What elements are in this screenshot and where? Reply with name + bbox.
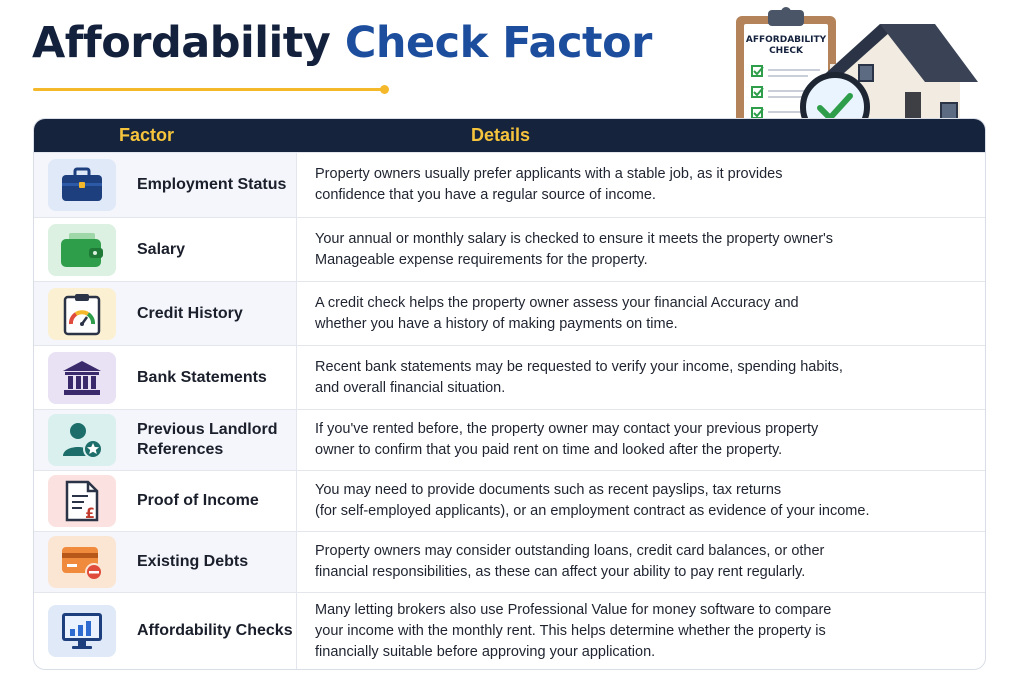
factor-name: Employment Status <box>137 176 287 193</box>
detail-cell <box>297 346 985 409</box>
detail-cell <box>297 410 985 470</box>
factor-cell <box>34 346 297 409</box>
monitor-chart-icon <box>48 605 116 657</box>
detail-line: A credit check helps the property owner assess your financial Accuracy and <box>315 294 799 311</box>
detail-cell <box>297 471 985 531</box>
factor-name: Salary <box>137 240 186 258</box>
factor-cell <box>34 593 297 669</box>
detail-line: You may need to provide documents such as recent payslips, tax returns <box>315 482 782 498</box>
title-part-1: Affordability <box>32 18 331 68</box>
detail-line: financial responsibilities, as these can affect your ability to pay rent regularly. <box>315 564 806 580</box>
detail-line: Your annual or monthly salary is checked to ensure it meets the property owner's <box>315 230 834 247</box>
factor-cell <box>34 282 297 345</box>
header-factor: Factor <box>119 125 175 145</box>
table-row <box>34 152 985 217</box>
factor-cell <box>34 471 297 531</box>
detail-line: confidence that you have a regular source of income. <box>315 187 656 203</box>
wallet-icon <box>48 224 116 276</box>
table-row <box>34 531 985 592</box>
factor-name <box>137 420 277 460</box>
factor-cell <box>34 153 297 217</box>
table-row <box>34 281 985 345</box>
detail-cell <box>297 153 985 217</box>
clipboard-label-1: AFFORDABILITY <box>745 35 827 45</box>
detail-line: and overall financial situation. <box>315 379 506 396</box>
header-details: Details <box>471 125 531 145</box>
detail-line: Property owners may consider outstanding loans, credit card balances, or other <box>315 543 825 559</box>
document-pound-icon <box>48 475 116 527</box>
title-underline <box>33 88 383 91</box>
factor-name: Credit History <box>137 304 243 322</box>
table-header <box>34 119 985 152</box>
detail-line: (for self-employed applicants), or an employment contract as evidence of your income. <box>315 503 870 519</box>
factor-cell <box>34 532 297 592</box>
table-row <box>34 217 985 281</box>
clipboard-label-2: CHECK <box>769 46 803 56</box>
title-underline-dot <box>380 85 389 94</box>
detail-line: your income with the monthly rent. This helps determine whether the property is <box>315 622 826 639</box>
svg-text:£: £ <box>85 506 95 522</box>
affordability-table <box>33 118 986 670</box>
credit-card-minus-icon <box>48 536 116 588</box>
detail-cell <box>297 593 985 669</box>
detail-line: Property owners usually prefer applicants with a stable job, as it provides <box>315 166 783 182</box>
detail-line: Recent bank statements may be requested to verify your income, spending habits, <box>315 358 843 375</box>
user-star-icon <box>48 414 116 466</box>
detail-line: financially suitable before approving your application. <box>315 643 656 660</box>
factor-cell <box>34 218 297 281</box>
table-row <box>34 345 985 409</box>
table-row <box>34 470 985 531</box>
table-row <box>34 409 985 470</box>
factor-name: Existing Debts <box>137 553 249 570</box>
title-part-2: Check Factor <box>344 18 652 68</box>
factor-cell <box>34 410 297 470</box>
detail-line: owner to confirm that you paid rent on time and looked after the property. <box>315 442 783 458</box>
factor-name: Proof of Income <box>137 492 259 509</box>
briefcase-icon <box>48 159 116 211</box>
detail-line: Many letting brokers also use Professional Value for money software to compare <box>315 601 832 618</box>
factor-name-line: References <box>137 441 224 458</box>
detail-line: If you've rented before, the property owner may contact your previous property <box>315 421 819 437</box>
credit-gauge-icon <box>48 288 116 340</box>
detail-cell <box>297 218 985 281</box>
table-row <box>34 592 985 669</box>
bank-icon <box>48 352 116 404</box>
factor-name: Affordability Checks <box>137 622 293 639</box>
detail-line: whether you have a history of making payments on time. <box>315 315 678 332</box>
detail-cell <box>297 532 985 592</box>
page-title <box>32 18 652 68</box>
factor-name-line: Previous Landlord <box>137 421 278 438</box>
detail-cell <box>297 282 985 345</box>
detail-line: Manageable expense requirements for the property. <box>315 251 648 268</box>
factor-name: Bank Statements <box>137 368 267 386</box>
